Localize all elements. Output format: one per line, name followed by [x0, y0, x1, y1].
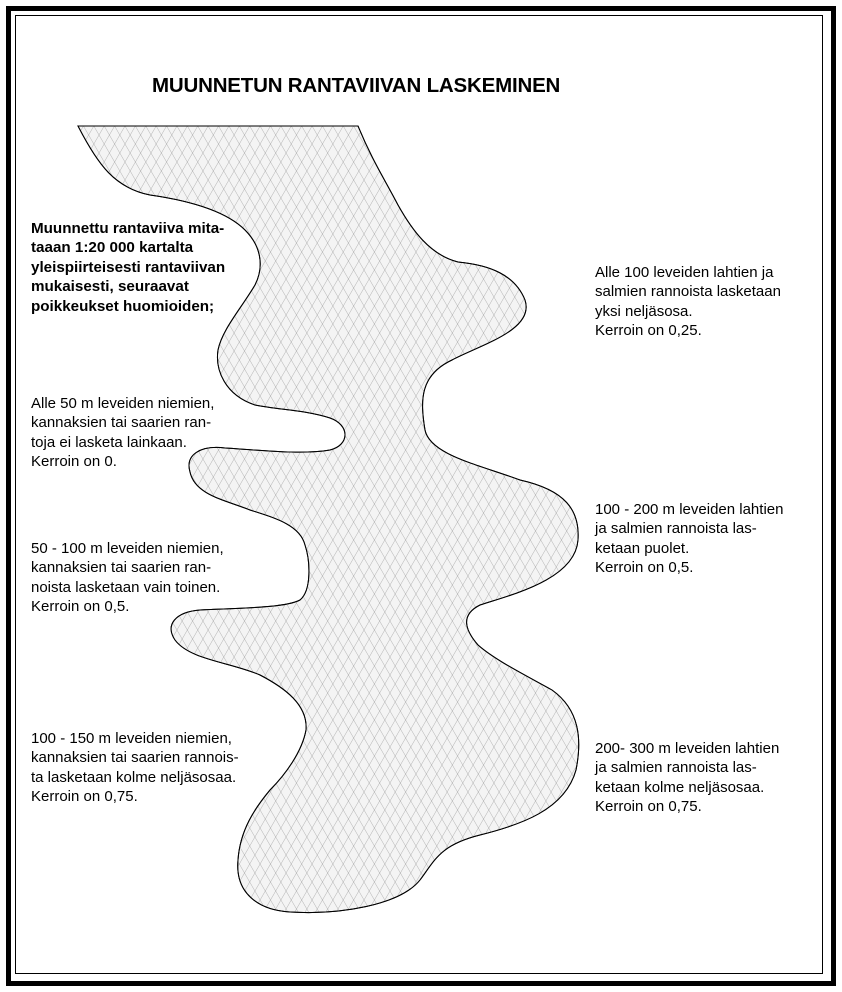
intro-text: Muunnettu rantaviiva mita- taaan 1:20 000 kartalta yleispiirteisesti rantaviivan mukaisesti, seuraavat poikkeukset huomioiden;	[31, 220, 226, 315]
note-narrow-bays: Alle 100 leveiden lahtien ja salmien rannoista lasketaan yksi neljäsosa. Kerroin on 0,25.	[595, 264, 781, 340]
note-wide-headlands: 100 - 150 m leveiden niemien, kannaksien tai saarien rannois- ta lasketaan kolme neljäsosaa. Kerroin on 0,75.	[31, 730, 239, 806]
note-wide-bays: 200- 300 m leveiden lahtien ja salmien rannoista las- ketaan kolme neljäsosaa. Kerroin on 0,75.	[595, 740, 780, 816]
note-medium-headlands: 50 - 100 m leveiden niemien, kannaksien tai saarien ran- noista lasketaan vain toinen. Kerroin on 0,5.	[31, 540, 224, 616]
note-narrow-headlands: Alle 50 m leveiden niemien, kannaksien tai saarien ran- toja ei lasketa lainkaan. Kerroin on 0.	[31, 395, 215, 471]
note-medium-bays: 100 - 200 m leveiden lahtien ja salmien rannoista las- ketaan puolet. Kerroin on 0,5.	[595, 501, 784, 577]
page-title: MUUNNETUN RANTAVIIVAN LASKEMINEN	[152, 74, 561, 97]
